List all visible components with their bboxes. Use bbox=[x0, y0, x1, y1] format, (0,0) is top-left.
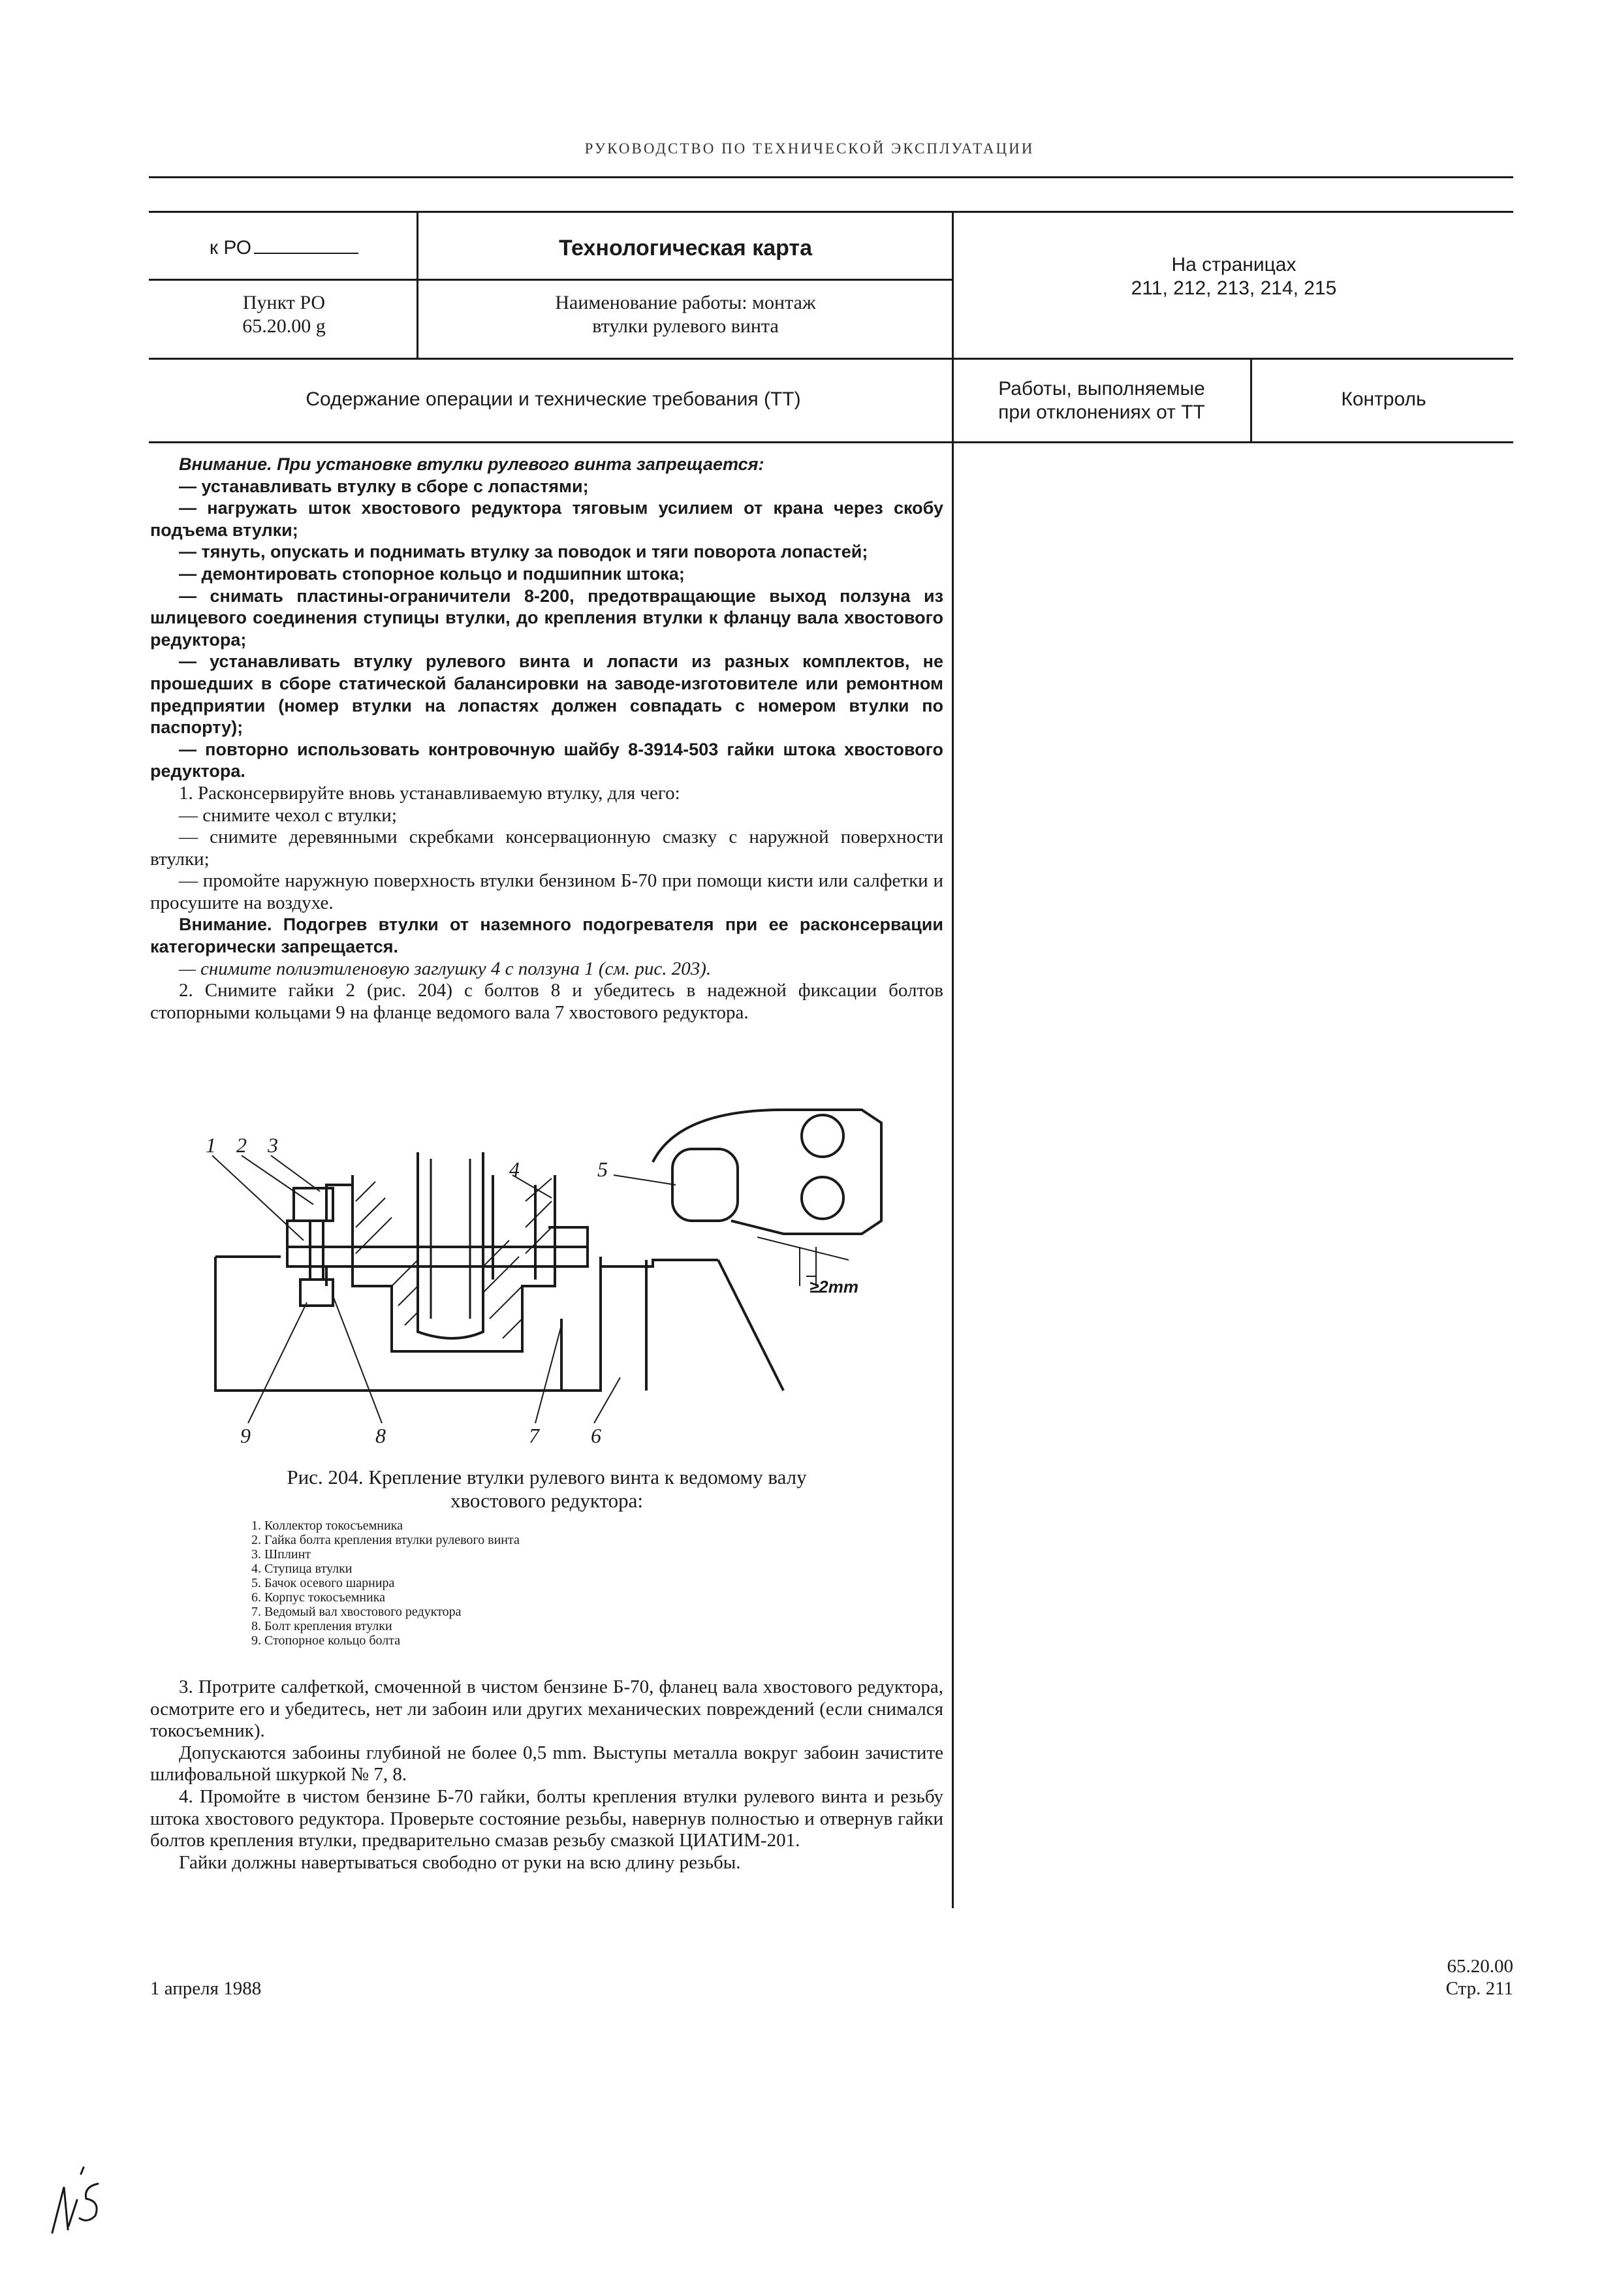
step-3-tolerance: Допускаются забоины глубиной не более 0,5 mm. Выступы металла вокруг забоин зачистите шлифовальной шкуркой № 7, 8. bbox=[150, 1742, 943, 1785]
step-1-item-2: — снимите деревянными скребками консервационную смазку с наружной поверхности втулки; bbox=[150, 826, 943, 870]
pages-label: На страницах bbox=[1171, 254, 1297, 275]
item-number: 65.20.00 g bbox=[242, 315, 326, 337]
item-label: Пункт РО bbox=[242, 292, 326, 313]
column-deviation-header bbox=[956, 377, 1247, 424]
footer-page: Стр. 211 bbox=[1445, 1978, 1513, 1999]
footer-date: 1 апреля 1988 bbox=[150, 1978, 262, 1999]
gap-label: ≥2mm bbox=[810, 1277, 858, 1297]
work-name-cell bbox=[421, 291, 950, 338]
legend-item-4: 4. Ступица втулки bbox=[251, 1562, 353, 1576]
ref-ro-label: к РО bbox=[209, 237, 252, 259]
rule-header-mid bbox=[149, 279, 953, 281]
work-name-line2: втулки рулевого винта bbox=[592, 315, 779, 337]
step-2: 2. Снимите гайки 2 (рис. 204) с болтов 8 и убедитесь в надежной фиксации болтов стопорными кольцами 9 на фланце ведомого вала 7 хвостового редуктора. bbox=[150, 980, 943, 1023]
warning-item-5: — снимать пластины-ограничители 8-200, предотвращающие выход ползуна из шлицевого соединения ступицы втулки, до крепления втулки к фланцу вала хвостового редуктора; bbox=[150, 586, 943, 650]
step-3: 3. Протрите салфеткой, смоченной в чистом бензине Б-70, фланец вала хвостового редуктора, осмотрите его и убедитесь, нет ли забоин или других механических повреждений (если снимался токосъемник). bbox=[150, 1676, 943, 1742]
callout-8: 8 bbox=[375, 1424, 386, 1447]
operation-text-lower bbox=[150, 1676, 943, 1874]
legend-item-2: 2. Гайка болта крепления втулки рулевого винта bbox=[251, 1533, 520, 1547]
handwritten-mark bbox=[46, 2161, 118, 2239]
step-1-item-1: — снимите чехол с втулки; bbox=[179, 804, 397, 826]
ref-ro-blank bbox=[254, 238, 358, 254]
collector-screw-1 bbox=[802, 1115, 843, 1157]
footer-section: 65.20.00 bbox=[1447, 1956, 1513, 1977]
warning-heating: Внимание. Подогрев втулки от наземного подогревателя при ее расконсервации категорически запрещается. bbox=[150, 915, 943, 957]
figure-caption-line2: хвостового редуктора: bbox=[450, 1489, 643, 1512]
card-title: Технологическая карта bbox=[558, 236, 812, 260]
running-header: РУКОВОДСТВО ПО ТЕХНИЧЕСКОЙ ЭКСПЛУАТАЦИИ bbox=[584, 140, 1035, 157]
column-deviation-line2: при отклонениях от ТТ bbox=[998, 401, 1205, 423]
column-control-header: Контроль bbox=[1341, 388, 1426, 410]
collector-body bbox=[672, 1149, 738, 1221]
warning-item-6: — устанавливать втулку рулевого винта и лопасти из разных комплектов, не прошедших в сборе статической балансировки на заводе-изготовителе или ремонтном предприятии (номер втулки на лопастях должен совпадать с номером втулки по паспорту); bbox=[150, 652, 943, 738]
warning-item-3: — тянуть, опускать и поднимать втулку за поводок и тяги поворота лопастей; bbox=[179, 542, 868, 562]
pages-cell bbox=[956, 253, 1511, 300]
divider-column-control bbox=[1250, 358, 1252, 441]
legend-item-5: 5. Бачок осевого шарнира bbox=[251, 1576, 395, 1590]
work-name-line1: Наименование работы: монтаж bbox=[555, 292, 816, 313]
column-deviation-line1: Работы, выполняемые bbox=[998, 378, 1205, 400]
callout-3: 3 bbox=[268, 1133, 278, 1157]
warning-item-4: — демонтировать стопорное кольцо и подшипник штока; bbox=[179, 563, 685, 584]
legend-item-8: 8. Болт крепления втулки bbox=[251, 1619, 392, 1633]
callout-6: 6 bbox=[591, 1424, 601, 1447]
operation-text-upper bbox=[150, 454, 943, 1024]
figure-204-drawing bbox=[196, 1071, 914, 1456]
rule-header-bottom bbox=[149, 358, 1513, 360]
step-1: 1. Расконсервируйте вновь устанавливаемую втулку, для чего: bbox=[179, 782, 680, 804]
step-4-requirement: Гайки должны навертываться свободно от руки на всю длину резьбы. bbox=[179, 1851, 741, 1873]
legend-item-3: 3. Шплинт bbox=[251, 1547, 311, 1562]
callout-5: 5 bbox=[597, 1157, 608, 1181]
legend-item-7: 7. Ведомый вал хвостового редуктора bbox=[251, 1605, 462, 1619]
warning-item-2: — нагружать шток хвостового редуктора тяговым усилием от крана через скобу подъема втулки; bbox=[150, 498, 943, 540]
collector-screw-2 bbox=[802, 1177, 843, 1219]
legend-item-1: 1. Коллектор токосъемника bbox=[251, 1518, 403, 1533]
legend-item-9: 9. Стопорное кольцо болта bbox=[251, 1633, 401, 1648]
callout-1: 1 bbox=[206, 1133, 216, 1157]
figure-caption bbox=[150, 1466, 943, 1513]
figure-caption-line1: Рис. 204. Крепление втулки рулевого винта к ведомому валу bbox=[287, 1466, 807, 1488]
callout-9: 9 bbox=[240, 1424, 251, 1447]
item-cell bbox=[157, 291, 411, 338]
rule-header-top bbox=[149, 211, 1513, 213]
column-content-header: Содержание операции и технические требования (ТТ) bbox=[306, 388, 801, 410]
warning-item-1: — устанавливать втулку в сборе с лопастями; bbox=[179, 476, 589, 496]
step-1-item-3: — промойте наружную поверхность втулки бензином Б-70 при помощи кисти или салфетки и просушите на воздухе. bbox=[150, 870, 943, 913]
step-1-last: — снимите полиэтиленовую заглушку 4 с ползуна 1 (см. рис. 203). bbox=[179, 958, 712, 979]
shaft-outline bbox=[418, 1152, 483, 1338]
callout-2: 2 bbox=[236, 1133, 247, 1157]
rule-columns-bottom bbox=[149, 441, 1513, 443]
pages-list: 211, 212, 213, 214, 215 bbox=[1131, 277, 1337, 299]
divider-header-1 bbox=[417, 211, 418, 358]
warning-install-title: Внимание. При установке втулки рулевого винта запрещается: bbox=[179, 454, 764, 474]
figure-legend bbox=[251, 1518, 520, 1648]
bolt-nut bbox=[300, 1280, 333, 1306]
legend-item-6: 6. Корпус токосъемника bbox=[251, 1590, 386, 1605]
ref-ro-cell bbox=[157, 236, 411, 260]
callout-4: 4 bbox=[509, 1157, 520, 1181]
rule-top bbox=[149, 176, 1513, 178]
warning-item-7: — повторно использовать контровочную шайбу 8-3914-503 гайки штока хвостового редуктора. bbox=[150, 739, 943, 781]
step-4: 4. Промойте в чистом бензине Б-70 гайки, болты крепления втулки рулевого винта и резьбу штока хвостового редуктора. Проверьте состояние резьбы, навернув полностью и отвернув гайки болтов крепления втулки, предварительно смазав резьбу смазкой ЦИАТИМ-201. bbox=[150, 1785, 943, 1851]
callout-7: 7 bbox=[529, 1424, 539, 1447]
divider-column-content bbox=[952, 211, 954, 1908]
